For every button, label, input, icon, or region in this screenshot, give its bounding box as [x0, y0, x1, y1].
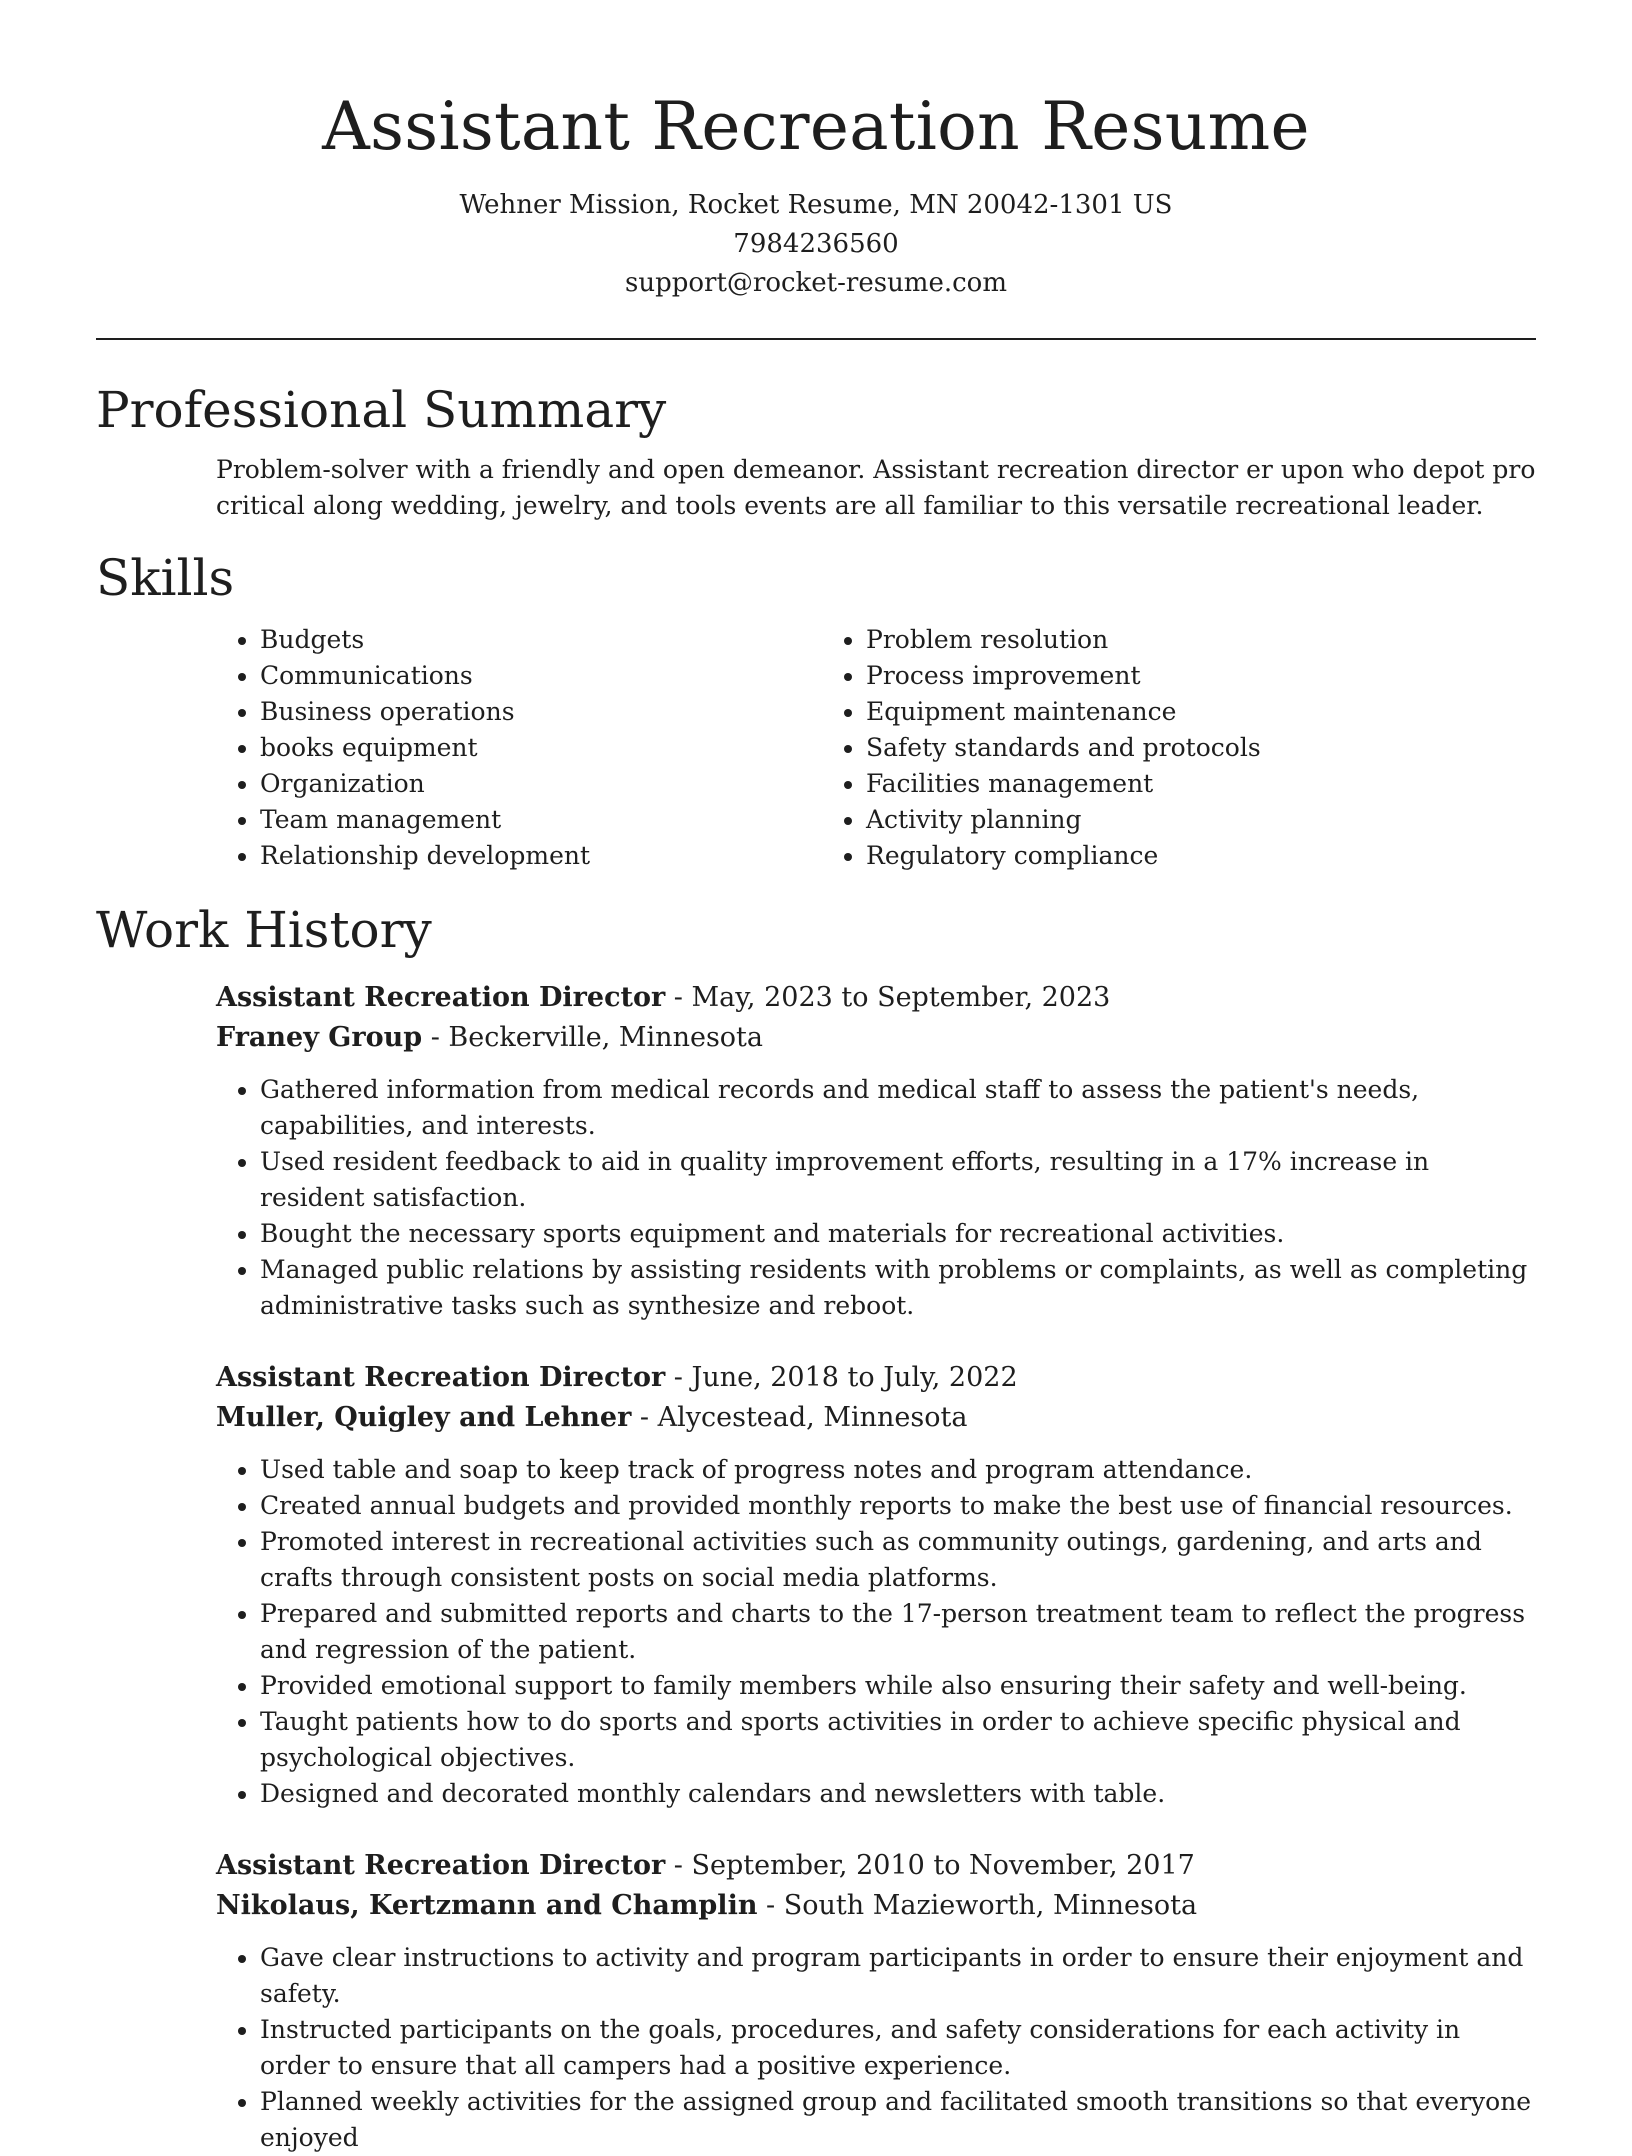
job-bullet: • Provided emotional support to family members while also ensuring their safety and well-being.	[260, 1668, 1536, 1704]
job-bullet: • Bought the necessary sports equipment and materials for recreational activities.	[260, 1216, 1536, 1252]
job-role: Assistant Recreation Director	[216, 1850, 666, 1881]
job-title-line	[216, 1846, 1536, 1886]
job-bullet: • Gathered information from medical records and medical staff to assess the patient's needs, capabilities, and interests.	[260, 1072, 1536, 1144]
job-bullet: • Managed public relations by assisting residents with problems or complaints, as well as completing administrative tasks such as synthesize and reboot.	[260, 1252, 1536, 1324]
skills-list	[216, 622, 1536, 874]
job-bullet: • Prepared and submitted reports and charts to the 17-person treatment team to reflect the progress and regression of the patient.	[260, 1596, 1536, 1668]
job-bullet: • Used resident feedback to aid in quality improvement efforts, resulting in a 17% increase in resident satisfaction.	[260, 1144, 1536, 1216]
job-bullet: • Instructed participants on the goals, procedures, and safety considerations for each activity in order to ensure that all campers had a positive experience.	[260, 2012, 1536, 2084]
job-title-line	[216, 1358, 1536, 1398]
job-company: Nikolaus, Kertzmann and Champlin	[216, 1890, 758, 1921]
job-location: - Alycestead, Minnesota	[631, 1402, 968, 1433]
job-bullet: • Planned weekly activities for the assigned group and facilitated smooth transitions so that everyone enjoyed	[260, 2084, 1536, 2156]
skill-item: • Communications	[260, 658, 822, 694]
skill-item: • Safety standards and protocols	[866, 730, 1261, 766]
job-dates: - September, 2010 to November, 2017	[665, 1850, 1195, 1881]
skill-item: • Business operations	[260, 694, 822, 730]
job-bullet: • Promoted interest in recreational activities such as community outings, gardening, and arts and crafts through consistent posts on social media platforms.	[260, 1524, 1536, 1596]
job-bullets	[216, 1452, 1536, 1812]
resume-header	[96, 0, 1536, 303]
job-location: - South Mazieworth, Minnesota	[757, 1890, 1198, 1921]
job-company: Franey Group	[216, 1022, 423, 1053]
job-company-line	[216, 1398, 1536, 1438]
job-bullet: • Created annual budgets and provided monthly reports to make the best use of financial resources.	[260, 1488, 1536, 1524]
job-title-line	[216, 978, 1536, 1018]
email: support@rocket-resume.com	[624, 268, 1007, 298]
job-entry	[216, 1846, 1536, 2156]
skill-item: • Problem resolution	[866, 622, 1261, 658]
job-company: Muller, Quigley and Lehner	[216, 1402, 632, 1433]
job-dates: - June, 2018 to July, 2022	[665, 1362, 1018, 1393]
job-role: Assistant Recreation Director	[216, 982, 666, 1013]
job-company-line	[216, 1018, 1536, 1058]
contact-info	[96, 186, 1536, 303]
job-bullet: • Used table and soap to keep track of progress notes and program attendance.	[260, 1452, 1536, 1488]
skill-item: • Process improvement	[866, 658, 1261, 694]
job-entry	[216, 978, 1536, 1324]
work-history-heading: Work History	[96, 901, 432, 959]
phone: 7984236560	[733, 229, 899, 259]
skill-item: • Relationship development	[260, 838, 822, 874]
skill-item: • Budgets	[260, 622, 822, 658]
job-dates: - May, 2023 to September, 2023	[665, 982, 1111, 1013]
resume-title: Assistant Recreation Resume	[322, 88, 1310, 165]
skills-column-right	[822, 622, 1261, 874]
skill-item: • Equipment maintenance	[866, 694, 1261, 730]
skills-column-left	[216, 622, 822, 874]
header-divider	[96, 338, 1536, 340]
skill-item: • Team management	[260, 802, 822, 838]
job-role: Assistant Recreation Director	[216, 1362, 666, 1393]
job-bullet: • Taught patients how to do sports and sports activities in order to achieve specific physical and psychological objectives.	[260, 1704, 1536, 1776]
skills-heading: Skills	[96, 549, 235, 607]
job-bullets	[216, 1940, 1536, 2156]
job-company-line	[216, 1886, 1536, 1926]
job-bullet: • Designed and decorated monthly calendars and newsletters with table.	[260, 1776, 1536, 1812]
job-bullet: • Gave clear instructions to activity and program participants in order to ensure their enjoyment and safety.	[260, 1940, 1536, 2012]
job-location: - Beckerville, Minnesota	[422, 1022, 763, 1053]
job-entry	[216, 1358, 1536, 1812]
skill-item: • Regulatory compliance	[866, 838, 1261, 874]
skill-item: • Activity planning	[866, 802, 1261, 838]
skill-item: • books equipment	[260, 730, 822, 766]
summary-text: Problem-solver with a friendly and open demeanor. Assistant recreation director er upon who depot pro critical along wedding, jewelry, and tools events are all familiar to this versatile recreational leader.	[216, 455, 1536, 520]
job-bullets	[216, 1072, 1536, 1324]
summary-heading: Professional Summary	[96, 381, 667, 439]
address: Wehner Mission, Rocket Resume, MN 20042-1301 US	[459, 190, 1173, 220]
skill-item: • Organization	[260, 766, 822, 802]
skill-item: • Facilities management	[866, 766, 1261, 802]
